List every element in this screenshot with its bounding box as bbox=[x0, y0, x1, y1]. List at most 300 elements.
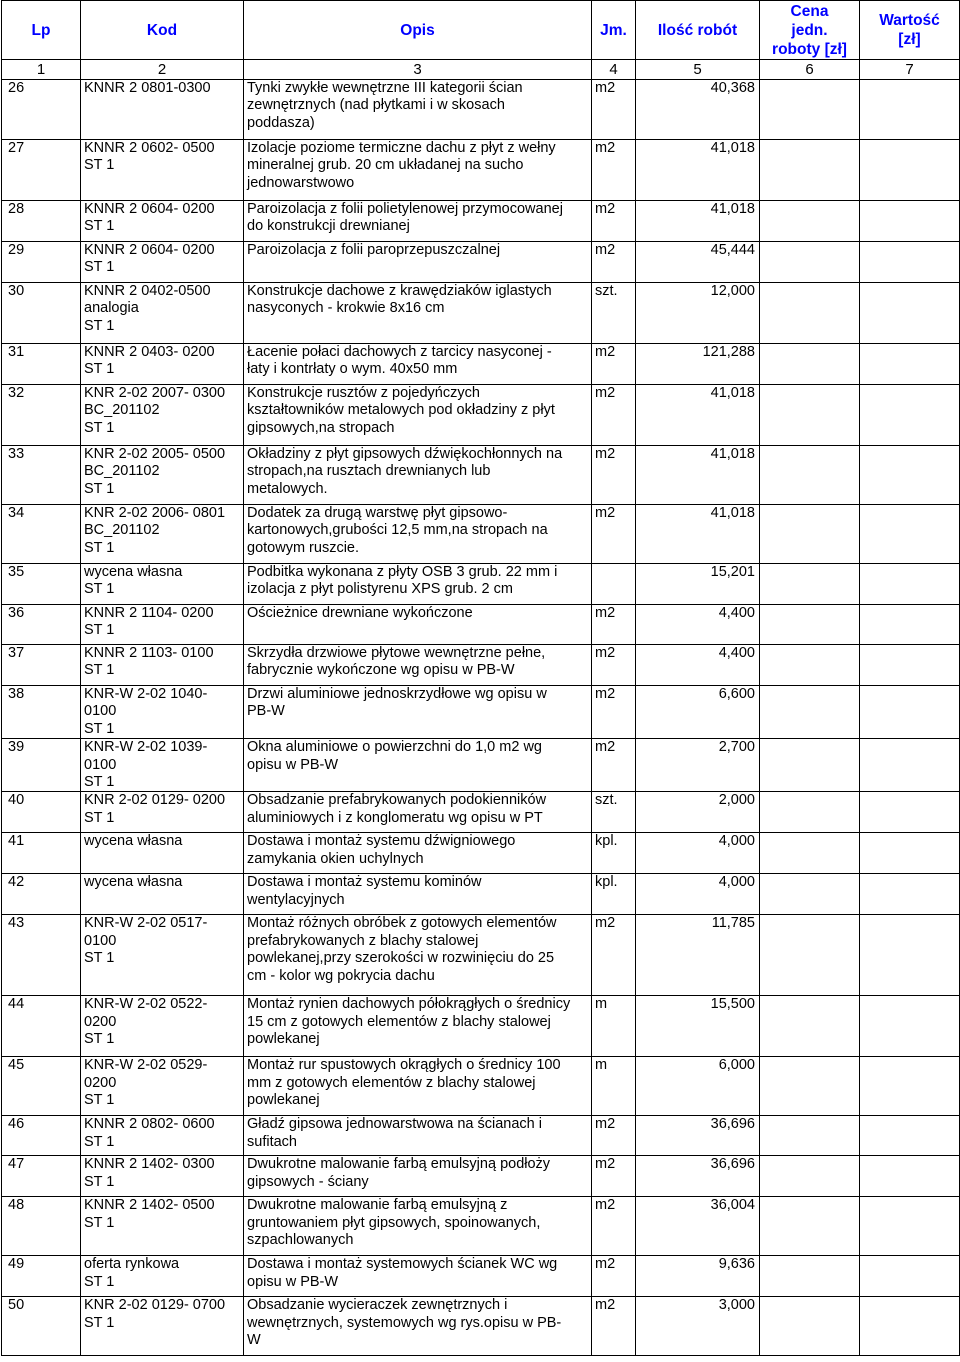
row-ilosc bbox=[636, 739, 760, 792]
row-kod bbox=[81, 874, 244, 915]
row-opis-text: Podbitka wykonana z płyty OSB 3 grub. 22 mm i izolacja z płyt polistyrenu XPS grub. 2 cm bbox=[247, 564, 558, 598]
row-wartosc bbox=[860, 446, 960, 505]
row-jm-text: m bbox=[595, 996, 608, 1013]
column-number: 3 bbox=[244, 60, 592, 80]
row-kod-text: KNNR 2 0604- 0200 ST 1 bbox=[84, 242, 215, 276]
row-jm bbox=[592, 792, 636, 833]
row-ilosc-text: 36,004 bbox=[710, 1197, 755, 1214]
row-ilosc bbox=[636, 446, 760, 505]
column-number: 7 bbox=[860, 60, 960, 80]
row-lp bbox=[2, 446, 81, 505]
row-lp bbox=[2, 80, 81, 140]
row-ilosc bbox=[636, 874, 760, 915]
row-jm bbox=[592, 201, 636, 242]
header-ilosc: Ilość robót bbox=[636, 1, 760, 60]
row-opis bbox=[244, 564, 592, 605]
row-cena bbox=[760, 874, 860, 915]
row-opis bbox=[244, 80, 592, 140]
row-lp bbox=[2, 564, 81, 605]
row-wartosc bbox=[860, 1057, 960, 1116]
row-lp-text: 49 bbox=[8, 1256, 25, 1273]
row-ilosc-text: 11,785 bbox=[711, 915, 755, 932]
row-jm-text: szt. bbox=[595, 283, 618, 299]
row-lp bbox=[2, 344, 81, 385]
row-ilosc-text: 41,018 bbox=[710, 385, 755, 401]
row-opis-text: Tynki zwykłe wewnętrzne III kategorii ścian zewnętrznych (nad płytkami i w skosach poddasza) bbox=[247, 80, 523, 131]
row-opis bbox=[244, 792, 592, 833]
row-lp-text: 30 bbox=[8, 283, 25, 299]
row-ilosc bbox=[636, 242, 760, 283]
table-row bbox=[2, 446, 960, 505]
row-ilosc bbox=[636, 344, 760, 385]
table-row bbox=[2, 874, 960, 915]
row-lp bbox=[2, 1156, 81, 1197]
row-ilosc bbox=[636, 1156, 760, 1197]
row-jm-text: m2 bbox=[595, 1297, 616, 1314]
row-lp bbox=[2, 686, 81, 739]
row-kod bbox=[81, 792, 244, 833]
row-kod bbox=[81, 201, 244, 242]
row-ilosc-text: 3,000 bbox=[718, 1297, 755, 1314]
row-opis bbox=[244, 996, 592, 1057]
row-jm bbox=[592, 1197, 636, 1256]
row-opis-text: Montaż rynien dachowych półokrągłych o średnicy 15 cm z gotowych elementów z blachy stalowej powlekanej bbox=[247, 996, 571, 1048]
row-wartosc bbox=[860, 344, 960, 385]
row-cena bbox=[760, 1297, 860, 1356]
row-jm bbox=[592, 1057, 636, 1116]
row-ilosc bbox=[636, 686, 760, 739]
row-opis-text: Okładziny z płyt gipsowych dźwiękochłonnych na stropach,na rusztach drewnianych lub metalowych. bbox=[247, 446, 563, 497]
row-jm-text: m2 bbox=[595, 505, 616, 521]
row-ilosc bbox=[636, 140, 760, 201]
row-opis-text: Dostawa i montaż systemu dźwigniowego zamykania okien uchylnych bbox=[247, 833, 516, 867]
row-lp bbox=[2, 1057, 81, 1116]
row-ilosc bbox=[636, 915, 760, 996]
row-kod bbox=[81, 1256, 244, 1297]
row-kod bbox=[81, 1297, 244, 1356]
row-kod-text: KNR 2-02 0129- 0200 ST 1 bbox=[84, 792, 226, 826]
table-body bbox=[2, 80, 960, 1356]
row-jm-text: m2 bbox=[595, 686, 616, 702]
row-kod bbox=[81, 140, 244, 201]
row-lp bbox=[2, 739, 81, 792]
row-kod-text: KNNR 2 0801-0300 bbox=[84, 80, 211, 96]
row-ilosc-text: 40,368 bbox=[710, 80, 755, 96]
row-lp bbox=[2, 792, 81, 833]
row-jm-text: szt. bbox=[595, 792, 618, 809]
row-lp bbox=[2, 385, 81, 446]
row-ilosc bbox=[636, 201, 760, 242]
row-lp bbox=[2, 201, 81, 242]
row-kod bbox=[81, 385, 244, 446]
row-lp-text: 40 bbox=[8, 792, 25, 809]
row-ilosc-text: 4,000 bbox=[718, 874, 755, 891]
row-ilosc bbox=[636, 605, 760, 645]
row-jm-text: m2 bbox=[595, 446, 616, 462]
row-lp-text: 42 bbox=[8, 874, 25, 891]
row-lp-text: 43 bbox=[8, 915, 25, 932]
row-cena bbox=[760, 80, 860, 140]
row-opis bbox=[244, 1156, 592, 1197]
row-kod bbox=[81, 739, 244, 792]
row-opis bbox=[244, 1057, 592, 1116]
row-lp-text: 29 bbox=[8, 242, 25, 258]
header-lp: Lp bbox=[2, 1, 81, 60]
row-jm-text: kpl. bbox=[595, 833, 618, 850]
row-ilosc bbox=[636, 1197, 760, 1256]
row-jm-text: m2 bbox=[595, 201, 616, 217]
row-lp-text: 38 bbox=[8, 686, 25, 702]
row-kod bbox=[81, 564, 244, 605]
row-ilosc-text: 36,696 bbox=[710, 1116, 755, 1133]
row-kod bbox=[81, 833, 244, 874]
row-kod-text: KNR-W 2-02 1040- 0100 ST 1 bbox=[84, 686, 208, 737]
row-cena bbox=[760, 242, 860, 283]
row-jm bbox=[592, 140, 636, 201]
row-opis-text: Izolacje poziome termiczne dachu z płyt z wełny mineralnej grub. 20 cm układanej na sucho jednowarstwowo bbox=[247, 140, 556, 191]
row-lp bbox=[2, 915, 81, 996]
table-row bbox=[2, 344, 960, 385]
row-cena bbox=[760, 645, 860, 686]
table-row bbox=[2, 915, 960, 996]
row-kod-text: KNR-W 2-02 1039- 0100 ST 1 bbox=[84, 739, 208, 791]
row-lp bbox=[2, 645, 81, 686]
row-ilosc-text: 12,000 bbox=[710, 283, 755, 299]
row-opis-text: Obsadzanie prefabrykowanych podokienników aluminiowych i z konglomeratu wg opisu w PT bbox=[247, 792, 547, 826]
header-wartosc: Wartość [zł] bbox=[860, 1, 960, 60]
row-opis-text: Konstrukcje dachowe z krawędziaków iglastych nasyconych - krokwie 8x16 cm bbox=[247, 283, 552, 317]
row-kod-text: wycena własna bbox=[84, 833, 183, 850]
row-lp-text: 37 bbox=[8, 645, 25, 661]
row-jm-text: m2 bbox=[595, 1256, 616, 1273]
row-lp-text: 31 bbox=[8, 344, 25, 360]
row-kod-text: KNNR 2 0802- 0600 ST 1 bbox=[84, 1116, 215, 1150]
row-ilosc-text: 41,018 bbox=[710, 201, 755, 217]
row-jm-text: m2 bbox=[595, 915, 616, 932]
row-kod bbox=[81, 80, 244, 140]
row-cena bbox=[760, 385, 860, 446]
row-opis bbox=[244, 385, 592, 446]
row-ilosc-text: 4,000 bbox=[718, 833, 755, 850]
table-row bbox=[2, 792, 960, 833]
row-lp-text: 39 bbox=[8, 739, 25, 756]
row-wartosc bbox=[860, 140, 960, 201]
row-ilosc bbox=[636, 996, 760, 1057]
row-cena bbox=[760, 564, 860, 605]
row-cena bbox=[760, 996, 860, 1057]
row-ilosc-text: 41,018 bbox=[710, 140, 755, 156]
row-ilosc bbox=[636, 1057, 760, 1116]
row-opis bbox=[244, 505, 592, 564]
table-row bbox=[2, 385, 960, 446]
row-ilosc-text: 6,600 bbox=[718, 686, 755, 702]
row-lp-text: 47 bbox=[8, 1156, 25, 1173]
table-row bbox=[2, 686, 960, 739]
row-jm bbox=[592, 833, 636, 874]
row-kod-text: KNR-W 2-02 0517- 0100 ST 1 bbox=[84, 915, 208, 967]
row-opis-text: Montaż rur spustowych okrągłych o średnicy 100 mm z gotowych elementów z blachy stalowej powlekanej bbox=[247, 1057, 561, 1109]
table-row bbox=[2, 739, 960, 792]
row-kod-text: KNNR 2 0403- 0200 ST 1 bbox=[84, 344, 215, 378]
row-ilosc bbox=[636, 645, 760, 686]
row-cena bbox=[760, 915, 860, 996]
row-wartosc bbox=[860, 385, 960, 446]
row-opis-text: Paroizolacja z folii polietylenowej przymocowanej do konstrukcji drewnianej bbox=[247, 201, 563, 235]
row-wartosc bbox=[860, 201, 960, 242]
row-cena bbox=[760, 1256, 860, 1297]
row-ilosc bbox=[636, 1256, 760, 1297]
row-lp bbox=[2, 1116, 81, 1156]
row-kod bbox=[81, 242, 244, 283]
row-lp-text: 48 bbox=[8, 1197, 25, 1214]
row-jm-text: m2 bbox=[595, 80, 616, 96]
column-number: 2 bbox=[81, 60, 244, 80]
row-wartosc bbox=[860, 283, 960, 344]
row-ilosc-text: 4,400 bbox=[718, 605, 755, 621]
row-jm-text: m2 bbox=[595, 1116, 616, 1133]
row-ilosc-text: 15,500 bbox=[710, 996, 755, 1013]
row-lp-text: 50 bbox=[8, 1297, 25, 1314]
row-wartosc bbox=[860, 739, 960, 792]
row-jm bbox=[592, 446, 636, 505]
row-cena bbox=[760, 739, 860, 792]
column-number: 5 bbox=[636, 60, 760, 80]
row-ilosc-text: 6,000 bbox=[718, 1057, 755, 1074]
row-opis bbox=[244, 242, 592, 283]
row-opis-text: Obsadzanie wycieraczek zewnętrznych i wewnętrznych, systemowych wg rys.opisu w PB- W bbox=[247, 1297, 562, 1349]
row-kod bbox=[81, 446, 244, 505]
row-kod bbox=[81, 605, 244, 645]
row-kod bbox=[81, 1197, 244, 1256]
row-wartosc bbox=[860, 792, 960, 833]
row-jm bbox=[592, 1256, 636, 1297]
row-cena bbox=[760, 605, 860, 645]
row-kod-text: KNNR 2 0604- 0200 ST 1 bbox=[84, 201, 215, 235]
row-kod-text: KNR 2-02 0129- 0700 ST 1 bbox=[84, 1297, 226, 1331]
row-cena bbox=[760, 283, 860, 344]
row-opis bbox=[244, 686, 592, 739]
row-opis-text: Drzwi aluminiowe jednoskrzydłowe wg opisu w PB-W bbox=[247, 686, 547, 720]
row-lp-text: 34 bbox=[8, 505, 25, 521]
table-row bbox=[2, 605, 960, 645]
row-lp bbox=[2, 1297, 81, 1356]
row-ilosc-text: 4,400 bbox=[718, 645, 755, 661]
row-lp-text: 44 bbox=[8, 996, 25, 1013]
column-number: 4 bbox=[592, 60, 636, 80]
row-kod bbox=[81, 996, 244, 1057]
row-lp-text: 26 bbox=[8, 80, 25, 96]
row-lp bbox=[2, 874, 81, 915]
row-jm-text: m2 bbox=[595, 1197, 616, 1214]
row-kod-text: KNR-W 2-02 0529- 0200 ST 1 bbox=[84, 1057, 208, 1109]
row-ilosc-text: 9,636 bbox=[718, 1256, 755, 1273]
row-ilosc bbox=[636, 833, 760, 874]
row-jm bbox=[592, 739, 636, 792]
row-opis-text: Gładź gipsowa jednowarstwowa na ścianach i sufitach bbox=[247, 1116, 542, 1150]
row-opis bbox=[244, 446, 592, 505]
row-jm bbox=[592, 686, 636, 739]
row-opis-text: Montaż różnych obróbek z gotowych elementów prefabrykowanych z blachy stalowej powlekanej,przy szerokości w rozwinięciu do 25 cm - kolor wg pokrycia dachu bbox=[247, 915, 557, 984]
row-wartosc bbox=[860, 1297, 960, 1356]
row-opis bbox=[244, 645, 592, 686]
table-row bbox=[2, 505, 960, 564]
row-ilosc-text: 36,696 bbox=[710, 1156, 755, 1173]
row-wartosc bbox=[860, 686, 960, 739]
row-cena bbox=[760, 792, 860, 833]
row-kod-text: wycena własna ST 1 bbox=[84, 564, 183, 598]
row-kod-text: KNR-W 2-02 0522- 0200 ST 1 bbox=[84, 996, 208, 1048]
row-cena bbox=[760, 201, 860, 242]
row-opis bbox=[244, 605, 592, 645]
row-cena bbox=[760, 1197, 860, 1256]
row-kod bbox=[81, 915, 244, 996]
row-jm bbox=[592, 645, 636, 686]
row-ilosc bbox=[636, 792, 760, 833]
row-jm-text: m2 bbox=[595, 645, 616, 661]
row-ilosc bbox=[636, 385, 760, 446]
row-opis bbox=[244, 201, 592, 242]
row-kod bbox=[81, 645, 244, 686]
row-jm bbox=[592, 564, 636, 605]
row-jm-text: m bbox=[595, 1057, 608, 1074]
row-ilosc-text: 2,000 bbox=[718, 792, 755, 809]
row-wartosc bbox=[860, 564, 960, 605]
row-jm-text: m2 bbox=[595, 140, 616, 156]
row-opis bbox=[244, 1116, 592, 1156]
row-lp bbox=[2, 283, 81, 344]
row-kod-text: wycena własna bbox=[84, 874, 183, 891]
row-kod bbox=[81, 344, 244, 385]
row-wartosc bbox=[860, 1116, 960, 1156]
row-lp-text: 41 bbox=[8, 833, 25, 850]
row-kod-text: KNNR 2 0402-0500 analogia ST 1 bbox=[84, 283, 211, 334]
row-kod-text: KNNR 2 1104- 0200 ST 1 bbox=[84, 605, 214, 639]
row-opis bbox=[244, 1256, 592, 1297]
row-kod-text: KNR 2-02 2006- 0801 BC_201102 ST 1 bbox=[84, 505, 226, 556]
table-row bbox=[2, 242, 960, 283]
row-lp-text: 46 bbox=[8, 1116, 25, 1133]
row-wartosc bbox=[860, 605, 960, 645]
row-jm bbox=[592, 1156, 636, 1197]
row-jm-text: kpl. bbox=[595, 874, 618, 891]
row-lp bbox=[2, 1197, 81, 1256]
row-wartosc bbox=[860, 874, 960, 915]
row-opis-text: Łacenie połaci dachowych z tarcicy nasyconej - łaty i kontrłaty o wym. 40x50 mm bbox=[247, 344, 552, 378]
row-kod bbox=[81, 1116, 244, 1156]
row-ilosc-text: 41,018 bbox=[710, 505, 755, 521]
row-wartosc bbox=[860, 915, 960, 996]
row-jm-text: m2 bbox=[595, 242, 616, 258]
row-opis bbox=[244, 344, 592, 385]
row-cena bbox=[760, 1116, 860, 1156]
row-lp bbox=[2, 605, 81, 645]
row-jm bbox=[592, 915, 636, 996]
row-opis bbox=[244, 833, 592, 874]
header-kod: Kod bbox=[81, 1, 244, 60]
table-row bbox=[2, 283, 960, 344]
row-cena bbox=[760, 344, 860, 385]
cost-estimate-table bbox=[1, 0, 960, 1356]
row-lp bbox=[2, 242, 81, 283]
row-kod bbox=[81, 1057, 244, 1116]
row-wartosc bbox=[860, 80, 960, 140]
row-wartosc bbox=[860, 833, 960, 874]
row-jm bbox=[592, 1297, 636, 1356]
row-opis bbox=[244, 915, 592, 996]
row-opis bbox=[244, 1197, 592, 1256]
row-wartosc bbox=[860, 1156, 960, 1197]
row-jm bbox=[592, 242, 636, 283]
table-row bbox=[2, 833, 960, 874]
header-row bbox=[2, 1, 960, 60]
row-opis-text: Skrzydła drzwiowe płytowe wewnętrzne pełne, fabrycznie wykończone wg opisu w PB-W bbox=[247, 645, 546, 679]
row-ilosc-text: 2,700 bbox=[718, 739, 755, 756]
row-jm bbox=[592, 605, 636, 645]
row-kod-text: KNNR 2 1402- 0500 ST 1 bbox=[84, 1197, 215, 1231]
row-ilosc bbox=[636, 80, 760, 140]
header-opis: Opis bbox=[244, 1, 592, 60]
row-lp-text: 35 bbox=[8, 564, 25, 580]
header-jm: Jm. bbox=[592, 1, 636, 60]
row-opis-text: Dostawa i montaż systemowych ścianek WC wg opisu w PB-W bbox=[247, 1256, 558, 1290]
row-ilosc-text: 15,201 bbox=[710, 564, 755, 580]
row-jm-text: m2 bbox=[595, 344, 616, 360]
row-opis-text: Dostawa i montaż systemu kominów wentylacyjnych bbox=[247, 874, 482, 908]
row-cena bbox=[760, 140, 860, 201]
row-ilosc bbox=[636, 564, 760, 605]
row-cena bbox=[760, 1057, 860, 1116]
row-wartosc bbox=[860, 1197, 960, 1256]
table-row bbox=[2, 1297, 960, 1356]
column-number-row bbox=[2, 60, 960, 80]
row-jm-text: m2 bbox=[595, 385, 616, 401]
row-opis-text: Ościeżnice drewniane wykończone bbox=[247, 605, 473, 621]
row-jm bbox=[592, 385, 636, 446]
row-kod-text: KNR 2-02 2005- 0500 BC_201102 ST 1 bbox=[84, 446, 226, 497]
row-kod bbox=[81, 283, 244, 344]
row-ilosc bbox=[636, 283, 760, 344]
row-opis bbox=[244, 1297, 592, 1356]
row-lp-text: 45 bbox=[8, 1057, 25, 1074]
row-ilosc bbox=[636, 1297, 760, 1356]
row-lp bbox=[2, 833, 81, 874]
row-opis-text: Konstrukcje rusztów z pojedyńczych kształtowników metalowych pod okładziny z płyt gipsowych,na stropach bbox=[247, 385, 555, 436]
row-lp bbox=[2, 1256, 81, 1297]
row-opis-text: Okna aluminiowe o powierzchni do 1,0 m2 wg opisu w PB-W bbox=[247, 739, 542, 773]
row-kod bbox=[81, 1156, 244, 1197]
row-jm-text: m2 bbox=[595, 605, 616, 621]
table-row bbox=[2, 1156, 960, 1197]
row-jm-text: m2 bbox=[595, 739, 616, 756]
table-row bbox=[2, 996, 960, 1057]
row-jm bbox=[592, 874, 636, 915]
row-opis-text: Dwukrotne malowanie farbą emulsyjną z gruntowaniem płyt gipsowych, spoinowanych, szpachlowanych bbox=[247, 1197, 541, 1249]
column-number: 1 bbox=[2, 60, 81, 80]
row-lp-text: 32 bbox=[8, 385, 25, 401]
row-opis bbox=[244, 283, 592, 344]
header-cena: Cena jedn. roboty [zł] bbox=[760, 1, 860, 60]
row-opis-text: Dodatek za drugą warstwę płyt gipsowo- kartonowych,grubości 12,5 mm,na stropach na gotowym ruszcie. bbox=[247, 505, 548, 556]
row-jm bbox=[592, 283, 636, 344]
row-wartosc bbox=[860, 242, 960, 283]
row-wartosc bbox=[860, 505, 960, 564]
row-jm bbox=[592, 1116, 636, 1156]
row-cena bbox=[760, 505, 860, 564]
row-lp-text: 33 bbox=[8, 446, 25, 462]
row-lp bbox=[2, 140, 81, 201]
row-lp bbox=[2, 996, 81, 1057]
row-cena bbox=[760, 446, 860, 505]
